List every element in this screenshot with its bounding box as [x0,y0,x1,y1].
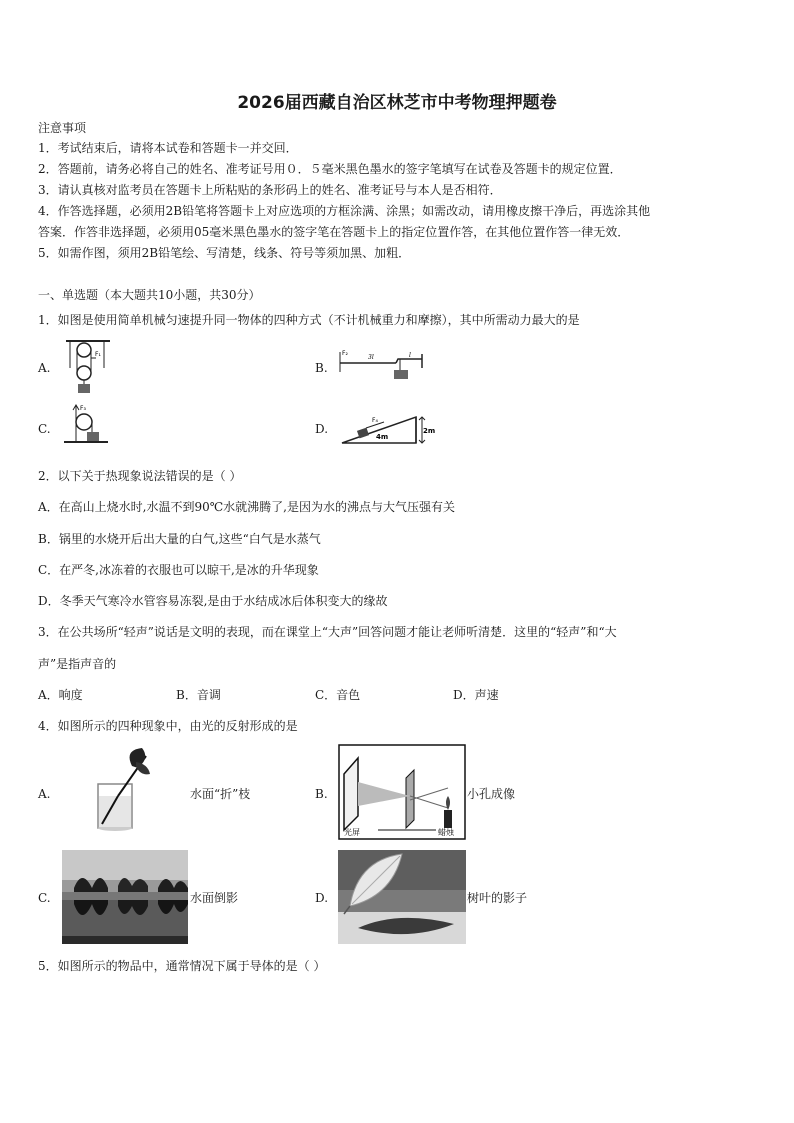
q1-figure-b-length-3l: 3l [368,354,374,361]
q1-figure-c-fixed-pulley [62,402,112,444]
q1-figure-c-force-label: F₃ [80,405,86,412]
notice-item-4-cont: 答案．作答非选择题，必须用05毫米黑色墨水的签字笔在答题卡上的指定位置作答，在其他位置作答一律无效． [38,225,630,239]
q4-option-b-label: B. [315,787,328,801]
q2-option-b: B．锅里的水烧开后出大量的白气,这些“白气是水蒸气 [38,532,321,546]
q4-option-c-caption: 水面倒影 [190,891,239,905]
q4-option-d-label: D. [315,891,329,905]
q4-option-c-label: C. [38,891,51,905]
q3-option-a: A．响度 [38,688,83,702]
page-title: 2026届西藏自治区林芝市中考物理押题卷 [237,93,557,113]
q3-option-b: B．音调 [176,688,221,702]
q3-stem-line2: 声”是指声音的 [38,657,117,671]
q1-figure-d-length-label: 4m [376,433,389,441]
q4-figure-d-leaf-shadow [338,850,466,944]
notice-item-4: 4．作答选择题，必须用2B铅笔将答题卡上对应选项的方框涂满、涂黑；如需改动，请用橡皮擦干净后，再选涂其他 [38,204,651,218]
q4-option-a-label: A. [38,787,51,801]
q1-option-c-label: C. [38,422,51,436]
q1-figure-d-incline [340,413,435,445]
q4-option-b-caption: 小孔成像 [467,787,516,801]
q1-option-d-label: D. [315,422,329,436]
q1-figure-b-force-label: F₂ [342,350,348,357]
q1-figure-b-length-l: l [409,352,411,359]
q2-option-d: D．冬季天气寒冷水管容易冻裂,是由于水结成冰后体积变大的缘故 [38,594,388,608]
q4-figure-b-pinhole-camera [338,744,466,840]
q1-option-b-label: B. [315,361,328,375]
section-heading: 一、单选题（本大题共10小题，共30分） [38,288,261,302]
q3-stem-line1: 3．在公共场所“轻声”说话是文明的表现，而在课堂上“大声”回答问题才能让老师听清楚．这里的“轻声”和“大 [38,625,617,639]
notice-item-5: 5．如需作图，须用2B铅笔绘、写清楚，线条、符号等须加黑、加粗． [38,246,411,260]
q5-stem: 5．如图所示的物品中，通常情况下属于导体的是（ ） [38,959,326,973]
q4-option-d-caption: 树叶的影子 [467,891,528,905]
q4-figure-b-screen-label: 光屏 [344,828,360,837]
q1-option-a-label: A. [38,361,51,375]
q3-option-c: C．音色 [315,688,361,702]
q1-figure-d-height-label: 2m [423,427,435,435]
q1-figure-b-lever [338,348,433,382]
q4-figure-b-candle-label: 蜡烛 [438,828,454,837]
q2-stem: 2．以下关于热现象说法错误的是（ ） [38,469,242,483]
notice-heading: 注意事项 [38,121,87,135]
q4-figure-c-water-reflection [62,850,188,944]
notice-item-3: 3．请认真核对监考员在答题卡上所粘贴的条形码上的姓名、准考证号与本人是否相符． [38,183,502,197]
q4-figure-a-bent-stick-in-water [92,746,152,834]
q1-stem: 1．如图是使用简单机械匀速提升同一物体的四种方式（不计机械重力和摩擦），其中所需动力最大的是 [38,313,580,327]
q2-option-a: A．在高山上烧水时,水温不到90℃水就沸腾了,是因为水的沸点与大气压强有关 [38,500,455,514]
q1-figure-d-force-label: F₄ [372,417,378,424]
q3-option-d: D．声速 [453,688,499,702]
q4-option-a-caption: 水面“折”枝 [190,787,251,801]
q1-figure-a-pulley [62,338,114,396]
notice-item-2: 2．答题前，请务必将自己的姓名、准考证号用０．５毫米黑色墨水的签字笔填写在试卷及答题卡的规定位置． [38,162,622,176]
q1-figure-a-force-label: F₁ [95,351,101,358]
q4-stem: 4．如图所示的四种现象中，由光的反射形成的是 [38,719,298,733]
q2-option-c: C．在严冬,冰冻着的衣服也可以晾干,是冰的升华现象 [38,563,319,577]
notice-item-1: 1．考试结束后，请将本试卷和答题卡一并交回． [38,141,298,155]
